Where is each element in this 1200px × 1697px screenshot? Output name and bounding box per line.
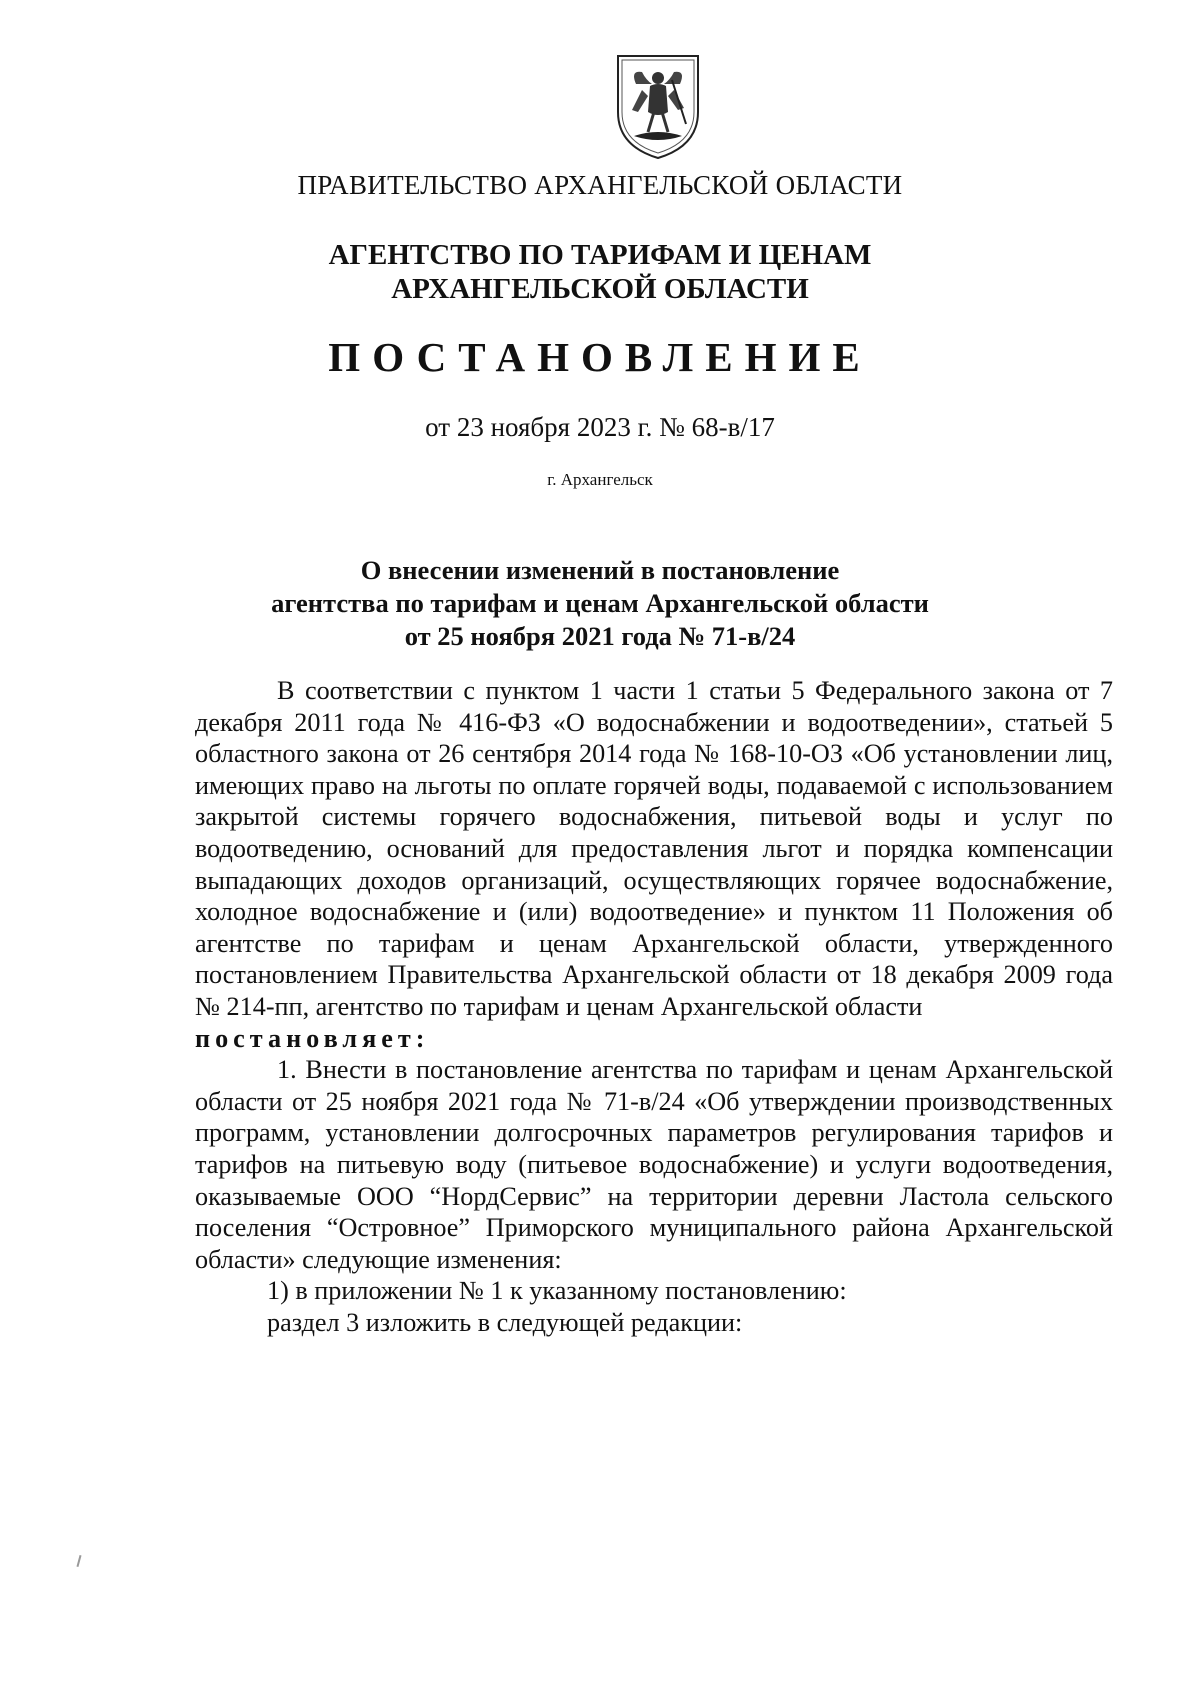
item-1-paragraph: 1. Внести в постановление агентства по тарифам и ценам Архангельской области от 25 ноября 2021 года № 71-в/24 «Об утверждении производственных программ, установлении долгосрочных параметров регулирования тарифов и тарифов на питьевую воду (питьевое водоснабжение) и услуги водоотведения, оказываемые ООО “НордСервис” на территории деревни Ластола сельского поселения “Островное” Приморского муниципального района Архангельской области» следующие изменения: [195,1055,1113,1274]
decides-keyword: постановляет: [195,1023,430,1053]
preamble-paragraph: В соответствии с пунктом 1 части 1 статьи 5 Федерального закона от 7 декабря 2011 года № 416-ФЗ «О водоснабжении и водоотведении», статьей 5 областного закона от 26 сентября 2014 года № 168-10-ОЗ «Об установлении лиц, имеющих право на льготы по оплате горячей воды, подаваемой с использованием закрытой системы горячего водоснабжения, питьевой воды и услуг по водоотведению, оснований для предоставления льгот и порядка компенсации выпадающих доходов организаций, осуществляющих горячее водоснабжение, холодное водоснабжение и (или) водоотведение» и пунктом 11 Положения об агентстве по тарифам и ценам Архангельской области, утвержденного постановлением Правительства Архангельской области от 18 декабря 2009 года № 214-пп, агентство по тарифам и ценам Архангельской области [195,676,1113,1021]
subitem-1-text: раздел 3 изложить в следующей редакции: [267,1307,743,1337]
agency-name-line: АГЕНТСТВО ПО ТАРИФАМ И ЦЕНАМ [328,239,872,271]
government-name: ПРАВИТЕЛЬСТВО АРХАНГЕЛЬСКОЙ ОБЛАСТИ [297,170,903,200]
subject-line: агентства по тарифам и ценам Архангельской области [271,588,929,618]
document-type-title: ПОСТАНОВЛЕНИЕ [328,334,872,380]
subject-line: от 25 ноября 2021 года № 71-в/24 [404,621,796,651]
coat-of-arms-icon [612,50,704,162]
scan-speck [76,1555,81,1567]
document-date-number: от 23 ноября 2023 г. № 68-в/17 [425,412,775,442]
document-subject [0,554,1200,653]
agency-name [0,238,1200,306]
document-city: г. Архангельск [547,470,653,489]
document-body [195,675,1113,1338]
subject-line: О внесении изменений в постановление [360,555,840,585]
subitem-1-paragraph: 1) в приложении № 1 к указанному постановлению: [267,1276,847,1306]
agency-name-line: АРХАНГЕЛЬСКОЙ ОБЛАСТИ [391,273,809,305]
